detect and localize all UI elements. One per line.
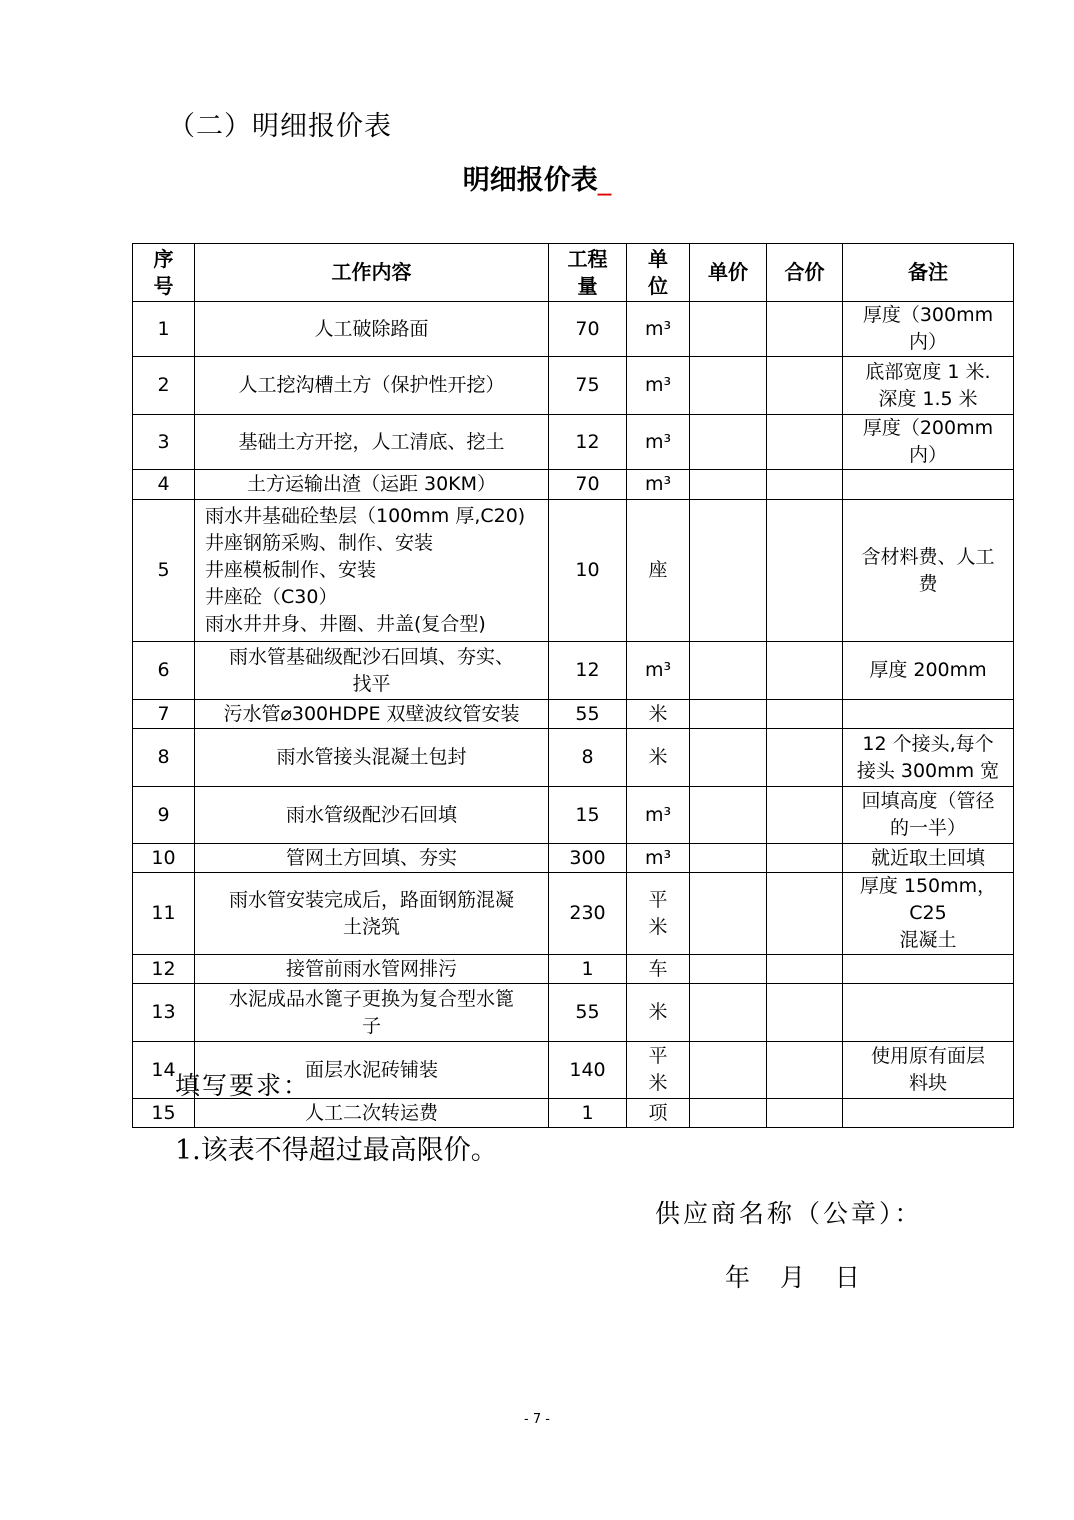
- cell-unit-price: [690, 955, 767, 984]
- cell-qty: 12: [549, 642, 627, 700]
- header-seq: 序 号: [133, 244, 195, 302]
- cell-content: 雨水井基础砼垫层（100mm 厚,C20) 井座钢筋采购、制作、安装 井座模板制作、安装 井座砼（C30） 雨水井井身、井圈、井盖(复合型): [195, 500, 549, 642]
- cell-seq: 15: [133, 1099, 195, 1128]
- cell-qty: 1: [549, 955, 627, 984]
- cell-unit: 车: [627, 955, 690, 984]
- table-body: [133, 302, 1014, 1128]
- cell-total-price: [767, 873, 843, 955]
- cell-unit-price: [690, 357, 767, 415]
- cell-qty: 70: [549, 302, 627, 357]
- page-number: - 7 -: [524, 1412, 550, 1427]
- table-header-row: [133, 244, 1014, 302]
- cell-unit-price: [690, 700, 767, 729]
- cell-content: 污水管⌀300HDPE 双壁波纹管安装: [195, 700, 549, 729]
- header-qty: 工程 量: [549, 244, 627, 302]
- cell-total-price: [767, 984, 843, 1042]
- cell-unit-price: [690, 844, 767, 873]
- cell-remark: 厚度 150mm，C25 混凝土: [843, 873, 1014, 955]
- cell-total-price: [767, 700, 843, 729]
- table-row: [133, 500, 1014, 642]
- cell-unit: m³: [627, 470, 690, 500]
- table-row: [133, 415, 1014, 470]
- cell-remark: 厚度 200mm: [843, 642, 1014, 700]
- document-title-text: 明细报价表: [462, 165, 598, 196]
- cell-total-price: [767, 470, 843, 500]
- requirements-label: 填写要求：: [175, 1071, 311, 1100]
- cell-qty: 140: [549, 1042, 627, 1099]
- quote-detail-table: [132, 243, 1014, 1128]
- table-row: [133, 302, 1014, 357]
- cell-qty: 300: [549, 844, 627, 873]
- cell-content: 雨水管级配沙石回填: [195, 787, 549, 844]
- table-row: [133, 642, 1014, 700]
- cell-total-price: [767, 642, 843, 700]
- cell-qty: 230: [549, 873, 627, 955]
- cell-unit-price: [690, 873, 767, 955]
- supplier-name-label: 供应商名称（公章）：: [655, 1199, 923, 1228]
- cell-seq: 2: [133, 357, 195, 415]
- cell-unit-price: [690, 470, 767, 500]
- cell-remark: 12 个接头,每个 接头 300mm 宽: [843, 729, 1014, 787]
- table-row: [133, 357, 1014, 415]
- cell-seq: 13: [133, 984, 195, 1042]
- cell-remark: 底部宽度 1 米. 深度 1.5 米: [843, 357, 1014, 415]
- cell-content: 人工二次转运费: [195, 1099, 549, 1128]
- cell-total-price: [767, 1099, 843, 1128]
- cell-total-price: [767, 729, 843, 787]
- cell-qty: 55: [549, 700, 627, 729]
- cell-unit: 米: [627, 729, 690, 787]
- header-unit-price: 单价: [690, 244, 767, 302]
- cell-unit: 米: [627, 700, 690, 729]
- document-title: [0, 158, 1074, 197]
- table-row: [133, 955, 1014, 984]
- header-unit: 单 位: [627, 244, 690, 302]
- cell-qty: 75: [549, 357, 627, 415]
- cell-seq: 11: [133, 873, 195, 955]
- cell-content: 管网土方回填、夯实: [195, 844, 549, 873]
- date-line: 年 月 日: [725, 1263, 860, 1292]
- cell-unit-price: [690, 729, 767, 787]
- cell-qty: 1: [549, 1099, 627, 1128]
- cell-content: 雨水管基础级配沙石回填、夯实、 找平: [195, 642, 549, 700]
- cell-seq: 3: [133, 415, 195, 470]
- section-heading: （二）明细报价表: [168, 111, 392, 142]
- cell-unit-price: [690, 415, 767, 470]
- cell-content: 人工破除路面: [195, 302, 549, 357]
- cell-seq: 4: [133, 470, 195, 500]
- cell-remark: 使用原有面层 料块: [843, 1042, 1014, 1099]
- cell-remark: 含材料费、人工 费: [843, 500, 1014, 642]
- cell-remark: [843, 1099, 1014, 1128]
- cell-content: 基础土方开挖，人工清底、挖土: [195, 415, 549, 470]
- requirement-item-1: 1.该表不得超过最高限价。: [175, 1135, 498, 1166]
- cell-seq: 1: [133, 302, 195, 357]
- cell-remark: 回填高度（管径 的一半）: [843, 787, 1014, 844]
- cell-remark: [843, 700, 1014, 729]
- table-row: [133, 729, 1014, 787]
- cell-qty: 70: [549, 470, 627, 500]
- cell-unit: m³: [627, 302, 690, 357]
- table-row: [133, 984, 1014, 1042]
- cell-content: 人工挖沟槽土方（保护性开挖）: [195, 357, 549, 415]
- cell-seq: 6: [133, 642, 195, 700]
- table-row: [133, 787, 1014, 844]
- cell-seq: 10: [133, 844, 195, 873]
- cell-total-price: [767, 787, 843, 844]
- cell-unit: m³: [627, 415, 690, 470]
- cell-seq: 12: [133, 955, 195, 984]
- cell-unit: m³: [627, 642, 690, 700]
- header-content: 工作内容: [195, 244, 549, 302]
- cell-unit-price: [690, 1042, 767, 1099]
- cell-unit: 米: [627, 984, 690, 1042]
- cell-remark: [843, 955, 1014, 984]
- cell-content: 土方运输出渣（运距 30KM）: [195, 470, 549, 500]
- table-row: [133, 873, 1014, 955]
- cell-unit-price: [690, 787, 767, 844]
- cell-seq: 14: [133, 1042, 195, 1099]
- title-cursor-mark: _: [597, 165, 612, 196]
- table-row: [133, 844, 1014, 873]
- cell-total-price: [767, 1042, 843, 1099]
- cell-qty: 8: [549, 729, 627, 787]
- cell-qty: 15: [549, 787, 627, 844]
- cell-remark: [843, 984, 1014, 1042]
- cell-total-price: [767, 415, 843, 470]
- header-remark: 备注: [843, 244, 1014, 302]
- cell-qty: 10: [549, 500, 627, 642]
- cell-remark: [843, 470, 1014, 500]
- cell-unit-price: [690, 1099, 767, 1128]
- cell-total-price: [767, 844, 843, 873]
- cell-qty: 12: [549, 415, 627, 470]
- cell-seq: 7: [133, 700, 195, 729]
- cell-unit: m³: [627, 787, 690, 844]
- cell-unit: m³: [627, 357, 690, 415]
- cell-unit: m³: [627, 844, 690, 873]
- cell-unit: 平 米: [627, 873, 690, 955]
- cell-seq: 5: [133, 500, 195, 642]
- cell-unit-price: [690, 500, 767, 642]
- cell-content: 面层水泥砖铺装: [195, 1042, 549, 1099]
- cell-unit: 项: [627, 1099, 690, 1128]
- cell-content: 雨水管安装完成后，路面钢筋混凝 土浇筑: [195, 873, 549, 955]
- cell-seq: 9: [133, 787, 195, 844]
- table-row: [133, 470, 1014, 500]
- cell-remark: 就近取土回填: [843, 844, 1014, 873]
- cell-total-price: [767, 500, 843, 642]
- cell-remark: 厚度（300mm 内）: [843, 302, 1014, 357]
- header-total-price: 合价: [767, 244, 843, 302]
- table-row: [133, 700, 1014, 729]
- cell-content: 接管前雨水管网排污: [195, 955, 549, 984]
- cell-qty: 55: [549, 984, 627, 1042]
- cell-content: 水泥成品水篦子更换为复合型水篦 子: [195, 984, 549, 1042]
- cell-unit: 座: [627, 500, 690, 642]
- cell-unit-price: [690, 642, 767, 700]
- cell-total-price: [767, 302, 843, 357]
- cell-seq: 8: [133, 729, 195, 787]
- table-row: [133, 1099, 1014, 1128]
- cell-total-price: [767, 357, 843, 415]
- cell-unit: 平 米: [627, 1042, 690, 1099]
- cell-total-price: [767, 955, 843, 984]
- cell-content: 雨水管接头混凝土包封: [195, 729, 549, 787]
- cell-unit-price: [690, 302, 767, 357]
- cell-remark: 厚度（200mm 内）: [843, 415, 1014, 470]
- cell-unit-price: [690, 984, 767, 1042]
